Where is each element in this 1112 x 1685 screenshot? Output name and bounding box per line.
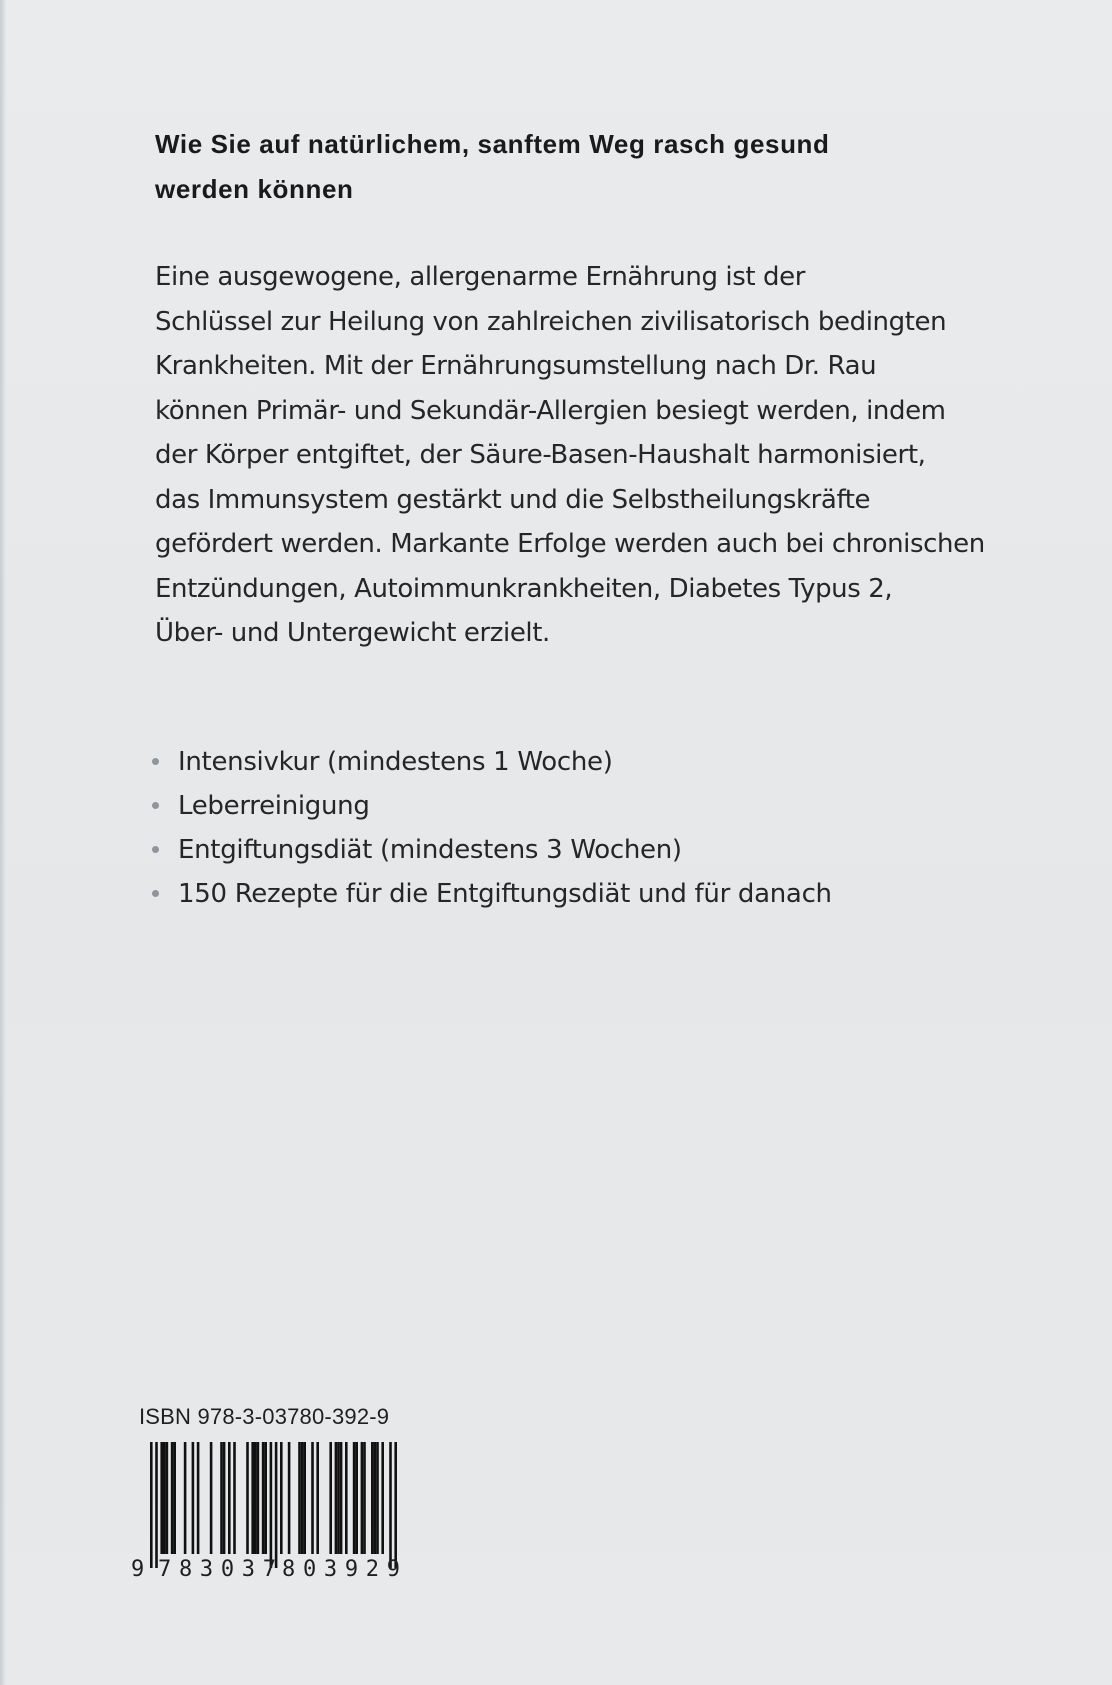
feature-label: Leberreinigung — [178, 791, 370, 821]
barcode-bar — [389, 1442, 392, 1568]
barcode-bar — [298, 1442, 301, 1554]
feature-label: 150 Rezepte für die Entgiftungsdiät und für danach — [178, 879, 832, 909]
barcode-bar — [171, 1442, 174, 1554]
barcode-bar — [192, 1442, 195, 1554]
barcode-bar — [288, 1442, 291, 1554]
barcode-bar — [173, 1442, 176, 1554]
barcode-bar — [280, 1442, 283, 1554]
cover-edge-shadow — [0, 0, 6, 1685]
barcode-bar — [301, 1442, 304, 1554]
barcode-bar — [270, 1442, 273, 1568]
cover-heading-line-1: Wie Sie auf natürlichem, sanftem Weg rasch gesund — [155, 129, 830, 159]
barcode-bar — [311, 1442, 314, 1554]
barcode-bar — [394, 1442, 397, 1568]
barcode-bar — [374, 1442, 377, 1554]
barcode-bar — [233, 1442, 236, 1554]
barcode-bar — [355, 1442, 358, 1554]
barcode-bar — [262, 1442, 265, 1554]
barcode-right-digits: 803929 — [282, 1557, 400, 1582]
barcode-bar — [223, 1442, 226, 1554]
isbn-label: ISBN 978-3-03780-392-9 — [139, 1404, 390, 1429]
cover-heading-line-2: werden können — [155, 174, 354, 204]
barcode-bar — [257, 1442, 260, 1554]
barcode-bars — [150, 1442, 397, 1568]
bullet-dot-icon — [152, 890, 159, 897]
barcode-bar — [150, 1442, 153, 1568]
blurb-line: können Primär- und Sekundär-Allergien besiegt werden, indem — [155, 395, 946, 426]
bullet-dot-icon — [152, 846, 159, 853]
blurb-line: das Immunsystem gestärkt und die Selbstheilungskräfte — [155, 484, 871, 515]
feature-item — [152, 828, 832, 872]
barcode-bar — [361, 1442, 364, 1554]
blurb-line: Schlüssel zur Heilung von zahlreichen zivilisatorisch bedingten — [155, 306, 947, 337]
barcode-bar — [220, 1442, 223, 1554]
blurb-paragraph — [155, 255, 1015, 656]
barcode-bar — [184, 1442, 187, 1554]
barcode-bar — [264, 1442, 267, 1554]
barcode-bar — [335, 1442, 338, 1554]
barcode-bar — [197, 1442, 200, 1554]
blurb-line: der Körper entgiftet, der Säure-Basen-Haushalt harmonisiert, — [155, 440, 926, 470]
barcode-bar — [381, 1442, 384, 1554]
blurb-line: Entzündungen, Autoimmunkrankheiten, Diabetes Typus 2, — [155, 573, 893, 604]
barcode-bar — [251, 1442, 254, 1554]
feature-item — [152, 740, 832, 784]
barcode-bar — [166, 1442, 169, 1554]
blurb-line: Krankheiten. Mit der Ernährungsumstellung nach Dr. Rau — [155, 351, 877, 381]
barcode-bar — [210, 1442, 213, 1554]
barcode-bar — [340, 1442, 343, 1554]
cover-heading — [155, 122, 915, 212]
barcode-bar — [337, 1442, 340, 1554]
barcode-bar — [246, 1442, 249, 1554]
blurb-line: gefördert werden. Markante Erfolge werden auch bei chronischen — [155, 529, 985, 559]
feature-list — [152, 740, 832, 916]
barcode-bar — [316, 1442, 319, 1554]
barcode-bar — [155, 1442, 158, 1568]
feature-item — [152, 872, 832, 916]
barcode-bar — [303, 1442, 306, 1554]
barcode-bar — [376, 1442, 379, 1554]
barcode-bar — [254, 1442, 257, 1554]
barcode-bar — [345, 1442, 348, 1554]
barcode-bar — [160, 1442, 163, 1554]
barcode-bar — [363, 1442, 366, 1554]
feature-label: Intensivkur (mindestens 1 Woche) — [178, 747, 613, 777]
barcode-bar — [163, 1442, 166, 1554]
feature-item — [152, 784, 832, 828]
barcode-bar — [371, 1442, 374, 1554]
blurb-line: Eine ausgewogene, allergenarme Ernährung ist der — [155, 262, 806, 292]
barcode-bar — [275, 1442, 278, 1568]
barcode-bar — [228, 1442, 231, 1554]
isbn-barcode — [130, 1442, 430, 1582]
blurb-line: Über- und Untergewicht erzielt. — [155, 618, 550, 648]
barcode-graphic — [130, 1442, 430, 1582]
bullet-dot-icon — [152, 758, 159, 765]
feature-label: Entgiftungsdiät (mindestens 3 Wochen) — [178, 835, 682, 865]
barcode-bar — [329, 1442, 332, 1554]
bullet-dot-icon — [152, 802, 159, 809]
barcode-left-digits: 783037 — [158, 1557, 276, 1582]
barcode-bar — [353, 1442, 356, 1554]
barcode-lead-digit: 9 — [131, 1557, 145, 1582]
